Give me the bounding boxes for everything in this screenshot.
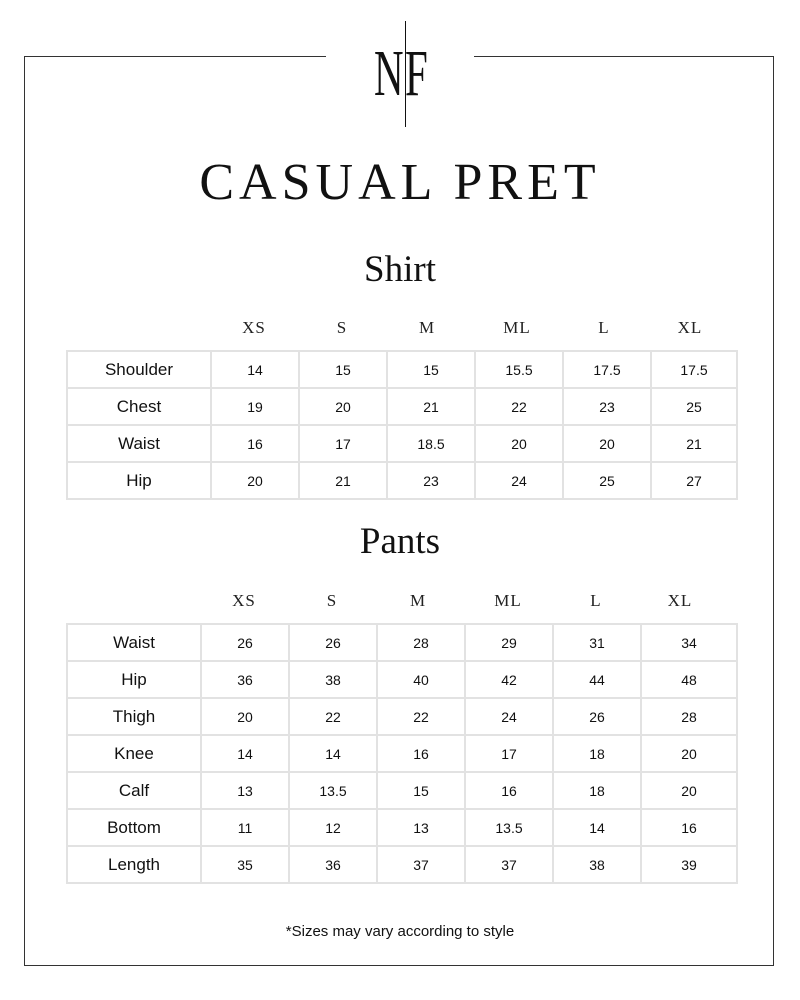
shirt-measure-value: 20 — [475, 425, 563, 462]
shirt-measure-value: 21 — [387, 388, 475, 425]
shirt-measure-value: 15 — [387, 351, 475, 388]
shirt-size-l: L — [598, 318, 610, 337]
pants-size-xs: XS — [232, 591, 256, 610]
pants-measure-value: 26 — [553, 698, 641, 735]
pants-measure-value: 36 — [201, 661, 289, 698]
pants-measure-label: Hip — [67, 661, 201, 698]
shirt-measure-value: 23 — [563, 388, 651, 425]
shirt-section-title: Shirt — [364, 249, 436, 290]
pants-measure-value: 39 — [641, 846, 737, 883]
pants-row-waist — [67, 624, 737, 661]
pants-measure-value: 37 — [377, 846, 465, 883]
pants-size-ml: ML — [494, 591, 522, 610]
shirt-measure-value: 23 — [387, 462, 475, 499]
pants-measure-value: 14 — [201, 735, 289, 772]
shirt-measure-value: 21 — [651, 425, 737, 462]
shirt-measure-label: Waist — [67, 425, 211, 462]
pants-measure-value: 48 — [641, 661, 737, 698]
pants-measure-value: 24 — [465, 698, 553, 735]
shirt-size-ml: ML — [503, 318, 531, 337]
shirt-measure-value: 21 — [299, 462, 387, 499]
shirt-measure-value: 17.5 — [651, 351, 737, 388]
shirt-measure-value: 16 — [211, 425, 299, 462]
pants-row-length — [67, 846, 737, 883]
shirt-measure-value: 25 — [651, 388, 737, 425]
nf-logo — [326, 18, 474, 130]
pants-measure-value: 14 — [289, 735, 377, 772]
pants-measure-value: 38 — [553, 846, 641, 883]
shirt-row-waist — [67, 425, 737, 462]
pants-row-bottom — [67, 809, 737, 846]
pants-measure-value: 28 — [377, 624, 465, 661]
pants-measure-value: 22 — [289, 698, 377, 735]
shirt-row-chest — [67, 388, 737, 425]
pants-measure-value: 18 — [553, 772, 641, 809]
page-title: CASUAL PRET — [199, 154, 601, 211]
pants-section-title: Pants — [359, 521, 441, 562]
shirt-size-s: S — [336, 318, 348, 337]
shirt-measure-value: 15 — [299, 351, 387, 388]
pants-size-xl: XL — [667, 591, 693, 610]
shirt-row-hip — [67, 462, 737, 499]
pants-measure-label: Calf — [67, 772, 201, 809]
pants-measure-value: 44 — [553, 661, 641, 698]
pants-measure-value: 40 — [377, 661, 465, 698]
pants-measure-value: 20 — [641, 735, 737, 772]
shirt-measure-value: 25 — [563, 462, 651, 499]
pants-row-calf — [67, 772, 737, 809]
shirt-row-shoulder — [67, 351, 737, 388]
pants-measure-value: 20 — [201, 698, 289, 735]
shirt-measure-value: 27 — [651, 462, 737, 499]
pants-measure-value: 20 — [641, 772, 737, 809]
shirt-measure-value: 15.5 — [475, 351, 563, 388]
pants-measure-value: 37 — [465, 846, 553, 883]
pants-measure-value: 22 — [377, 698, 465, 735]
pants-size-header — [0, 591, 800, 611]
shirt-measure-value: 18.5 — [387, 425, 475, 462]
pants-measure-value: 18 — [553, 735, 641, 772]
pants-measure-label: Bottom — [67, 809, 201, 846]
shirt-measure-value: 17.5 — [563, 351, 651, 388]
pants-measure-value: 35 — [201, 846, 289, 883]
pants-measure-value: 13 — [201, 772, 289, 809]
pants-measure-value: 34 — [641, 624, 737, 661]
logo-letter-n: N — [374, 37, 404, 110]
pants-measure-value: 31 — [553, 624, 641, 661]
pants-measure-value: 16 — [641, 809, 737, 846]
shirt-measure-value: 20 — [299, 388, 387, 425]
pants-row-knee — [67, 735, 737, 772]
shirt-size-xl: XL — [677, 318, 703, 337]
pants-measure-value: 11 — [201, 809, 289, 846]
shirt-measure-value: 19 — [211, 388, 299, 425]
shirt-measure-label: Shoulder — [67, 351, 211, 388]
pants-measure-value: 15 — [377, 772, 465, 809]
shirt-measure-label: Chest — [67, 388, 211, 425]
pants-measure-value: 13.5 — [465, 809, 553, 846]
pants-row-hip — [67, 661, 737, 698]
pants-measure-value: 13 — [377, 809, 465, 846]
pants-measure-label: Knee — [67, 735, 201, 772]
pants-measure-value: 42 — [465, 661, 553, 698]
shirt-measure-value: 17 — [299, 425, 387, 462]
shirt-size-header — [0, 318, 800, 338]
shirt-measure-value: 22 — [475, 388, 563, 425]
shirt-measure-value: 14 — [211, 351, 299, 388]
pants-measure-value: 14 — [553, 809, 641, 846]
shirt-size-table — [66, 350, 738, 500]
pants-measure-value: 38 — [289, 661, 377, 698]
pants-size-s: S — [326, 591, 338, 610]
pants-measure-value: 26 — [289, 624, 377, 661]
shirt-measure-value: 20 — [211, 462, 299, 499]
size-disclaimer: *Sizes may vary according to style — [285, 923, 515, 940]
pants-row-thigh — [67, 698, 737, 735]
pants-measure-value: 16 — [465, 772, 553, 809]
pants-measure-label: Thigh — [67, 698, 201, 735]
logo-letter-f: F — [405, 37, 428, 110]
pants-measure-value: 29 — [465, 624, 553, 661]
shirt-measure-value: 24 — [475, 462, 563, 499]
pants-size-table — [66, 623, 738, 884]
pants-measure-value: 16 — [377, 735, 465, 772]
pants-measure-label: Waist — [67, 624, 201, 661]
shirt-measure-value: 20 — [563, 425, 651, 462]
pants-measure-value: 17 — [465, 735, 553, 772]
pants-size-l: L — [590, 591, 602, 610]
shirt-size-m: M — [418, 318, 436, 337]
shirt-measure-label: Hip — [67, 462, 211, 499]
pants-measure-value: 28 — [641, 698, 737, 735]
pants-measure-value: 36 — [289, 846, 377, 883]
pants-measure-label: Length — [67, 846, 201, 883]
pants-measure-value: 12 — [289, 809, 377, 846]
pants-measure-value: 13.5 — [289, 772, 377, 809]
shirt-size-xs: XS — [242, 318, 266, 337]
pants-measure-value: 26 — [201, 624, 289, 661]
pants-size-m: M — [409, 591, 427, 610]
